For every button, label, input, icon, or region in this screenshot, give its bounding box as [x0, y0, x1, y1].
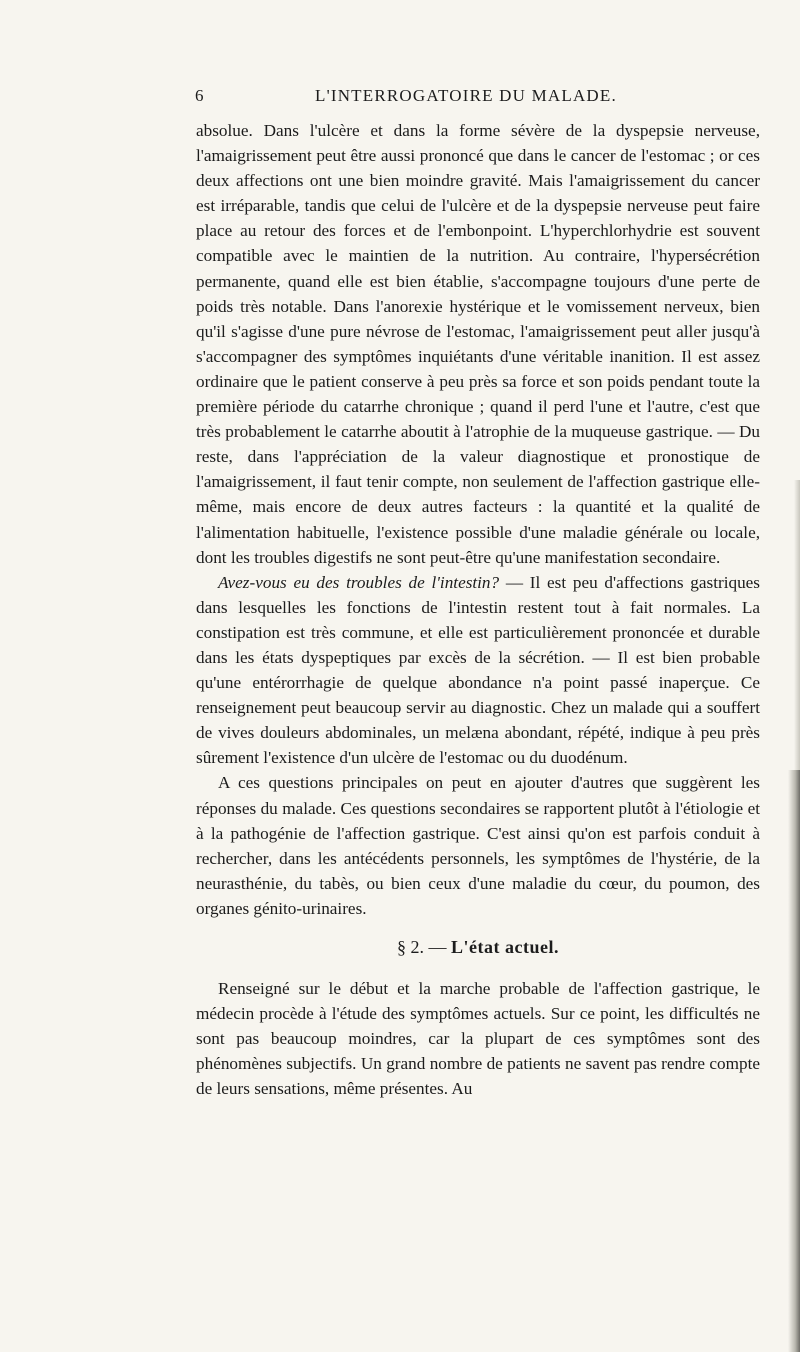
paragraph-intestin [196, 570, 760, 771]
section-heading [196, 935, 760, 960]
body-text [196, 118, 760, 1102]
running-title: L'INTERROGATOIRE DU MALADE. [315, 86, 617, 105]
paragraph-questions-secondaires: A ces questions principales on peut en ajouter d'autres que suggèrent les réponses du malade. Ces questions secondaires se rapportent plutôt à l'étiologie et à la pathogénie de l'affection gastrique. C'est ainsi qu'on est parfois conduit à rechercher, dans les antécédents personnels, les symptômes de l'hystérie, de la neurasthénie, du tabès, ou bien ceux d'une maladie du cœur, du poumon, des organes génito-urinaires. [196, 773, 760, 918]
question-intestin: Avez-vous eu des troubles de l'intestin? [218, 572, 500, 592]
section-title: L'état actuel. [451, 937, 559, 957]
page-edge-shadow [788, 770, 800, 1352]
paragraph-etat-actuel: Renseigné sur le début et la marche probable de l'affection gastrique, le médecin procède à l'étude des symptômes actuels. Sur ce point, les difficultés ne sont pas beaucoup moindres, car la plupart de ces symptômes sont des phénomènes subjectifs. Un grand nombre de patients ne savent pas rendre compte de leurs sensations, même présentes. Au [196, 979, 760, 1099]
page-number: 6 [195, 86, 205, 105]
paragraph-intestin-text: — Il est peu d'affections gastriques dans lesquelles les fonctions de l'intestin restent tout à fait normales. La constipation est très commune, et elle est particulièrement prononcée et durable dans les états dyspeptiques par excès de la sécrétion. — Il est bien probable qu'une entérorrhagie de quelque abondance n'a point passé inaperçue. Ce renseignement peut beaucoup servir au diagnostic. Chez un malade qui a souffert de vives douleurs abdominales, un melæna abondant, répété, indique à peu près sûrement l'existence d'un ulcère de l'estomac ou du duodénum. [196, 572, 760, 768]
section-number: § 2. — [397, 937, 447, 957]
page-edge-shadow-upper [794, 480, 800, 770]
paragraph-amaigrissement: absolue. Dans l'ulcère et dans la forme sévère de la dyspepsie nerveuse, l'amaigrissement peut être aussi prononcé que dans le cancer de l'estomac ; or ces deux affections ont une bien moindre gravité. Mais l'amaigrissement du cancer est irréparable, tandis que celui de l'ulcère et de la dyspepsie nerveuse peut faire place au retour des forces et de l'embonpoint. L'hyperchlorhydrie est souvent compatible avec le maintien de la nutrition. Au contraire, l'hypersécrétion permanente, quand elle est bien établie, s'accompagne toujours d'une perte de poids très notable. Dans l'anorexie hystérique et le vomissement nerveux, bien qu'il s'agisse d'une pure névrose de l'estomac, l'amaigrissement peut aller jusqu'à s'accompagner des symptômes inquiétants d'une véritable inanition. Il est assez ordinaire que le patient conserve à peu près sa force et son poids pendant toute la première période du catarrhe chronique ; quand il perd l'une et l'autre, c'est que très probablement le catarrhe aboutit à l'atrophie de la muqueuse gastrique. — Du reste, dans l'appréciation de la valeur diagnostique et pronostique de l'amaigrissement, il faut tenir compte, non seulement de l'affection gastrique elle-même, mais encore de deux autres facteurs : la quantité et la qualité de l'alimentation habituelle, l'existence possible d'une maladie générale ou locale, dont les troubles digestifs ne sont peut-être qu'une manifestation secondaire. [196, 121, 760, 567]
